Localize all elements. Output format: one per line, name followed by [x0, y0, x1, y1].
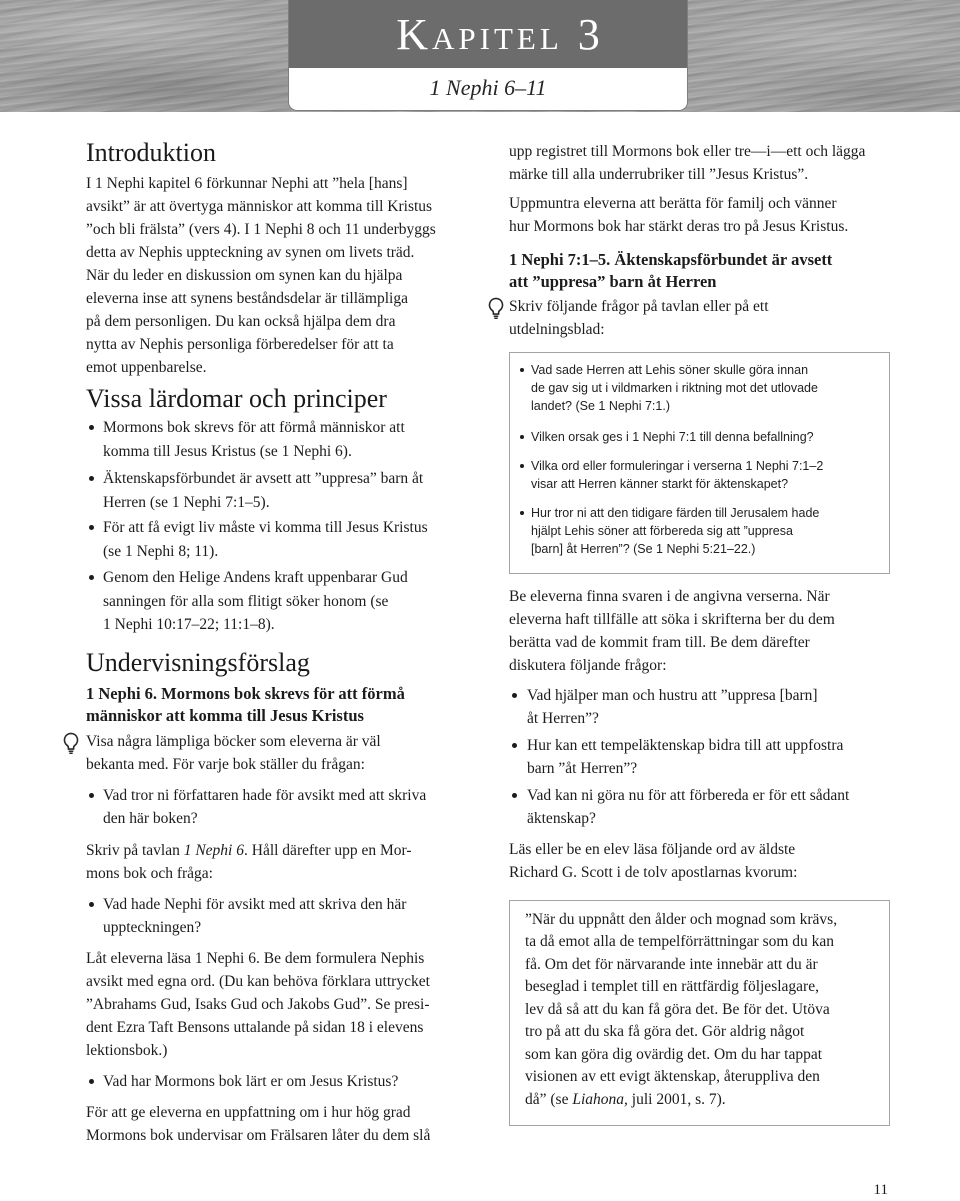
- text-line: diskutera följande frågor:: [509, 656, 667, 674]
- bullet-icon: [89, 425, 94, 430]
- text-line: För att ge eleverna en uppfattning om i hur hög grad: [86, 1103, 411, 1121]
- text-line: Mormons bok skrevs för att förmå människor att: [103, 419, 405, 436]
- bullet-icon: [89, 525, 94, 530]
- reading-paragraph: [86, 947, 430, 1062]
- text-line: Hur kan ett tempeläktenskap bidra till att uppfostra: [527, 736, 844, 754]
- principle-item: [103, 416, 405, 463]
- text-line: visar att Herren känner starkt för äktenskapet?: [531, 477, 789, 491]
- text-line: nytta av Nephis personliga förberedelser för att ta: [86, 335, 394, 353]
- quote-citation-text: juli 2001, s. 7).: [627, 1090, 726, 1108]
- text-line: Uppmuntra eleverna att berätta för familj och vänner: [509, 194, 837, 212]
- bullet-icon: [512, 693, 517, 698]
- text-line: bekanta med. För varje bok ställer du frågan:: [86, 755, 365, 773]
- marriage-subheading: [509, 249, 832, 293]
- text-line: visionen av ett evigt äktenskap, återuppliva den: [525, 1068, 820, 1085]
- text-line: [barn] åt Herren”? (Se 1 Nephi 5:21–22.): [531, 542, 756, 556]
- text-line: Be eleverna finna svaren i de angivna verserna. När: [509, 587, 830, 605]
- text-line: Vilken orsak ges i 1 Nephi 7:1 till denna befallning?: [531, 430, 814, 444]
- continued-paragraph: [509, 140, 865, 186]
- text-line: de gav sig ut i vildmarken i riktning mot det utlovade: [531, 381, 818, 395]
- text-line: 1 Nephi 10:17–22; 11:1–8).: [103, 616, 275, 633]
- text-line: Vad tror ni författaren hade för avsikt med att skriva: [103, 786, 427, 804]
- text-line: detta av Nephis uppteckning av synen om livets träd.: [86, 243, 415, 261]
- encourage-paragraph: [509, 192, 848, 238]
- chapter-tab: [288, 0, 688, 111]
- text-line: komma till Jesus Kristus (se 1 Nephi 6).: [103, 442, 352, 460]
- text-line: lev då så att du kan få göra det. Be för det. Utöva: [525, 1000, 830, 1018]
- text-line: den här boken?: [103, 809, 198, 827]
- text-line: För att få evigt liv måste vi komma till Jesus Kristus: [103, 519, 428, 536]
- discuss-paragraph: [509, 585, 835, 677]
- text-line: Läs eller be en elev läsa följande ord av äldste: [509, 840, 796, 858]
- teaching-tip-paragraph: [509, 295, 769, 341]
- text-line: avsikt med egna ord. (Du kan behöva förklara uttrycket: [86, 972, 430, 990]
- quote-source-title: Liahona,: [572, 1090, 628, 1108]
- text-line: märke till alla underrubriker till ”Jesus Kristus”.: [509, 165, 809, 183]
- text-line: hur Mormons bok har stärkt deras tro på Jesus Kristus.: [509, 217, 849, 235]
- teaching-subheading: [86, 683, 405, 727]
- text-line: emot uppenbarelse.: [86, 358, 207, 376]
- text-line: dent Ezra Taft Bensons uttalande på sidan 18 i elevens: [86, 1018, 424, 1036]
- text-line: beseglad i templet till en rättfärdig följeslagare,: [525, 978, 819, 995]
- introduction-paragraph: [86, 172, 436, 379]
- bullet-icon: [89, 793, 94, 798]
- text-line: Skriv följande frågor på tavlan eller på ett: [509, 297, 769, 315]
- closing-paragraph: [86, 1101, 430, 1147]
- bullet-icon: [89, 575, 94, 580]
- bullet-icon: [89, 1079, 94, 1084]
- text-line: ”När du uppnått den ålder och mognad som krävs,: [525, 910, 838, 928]
- text-line: Mormons bok undervisar om Frälsaren låter du dem slå: [86, 1126, 431, 1144]
- handout-question: [531, 457, 823, 493]
- text-line: Vad hjälper man och hustru att ”uppresa [barn]: [527, 686, 818, 704]
- text-line: Vad har Mormons bok lärt er om Jesus Kristus?: [103, 1072, 399, 1090]
- handout-question-box: [509, 352, 890, 574]
- text-line: [86, 839, 412, 862]
- discussion-question: [527, 734, 843, 780]
- text-line: Visa några lämpliga böcker som eleverna är väl: [86, 732, 381, 750]
- lightbulb-icon: [487, 297, 505, 319]
- bullet-icon: [520, 511, 524, 515]
- text-line: Richard G. Scott i de tolv apostlarnas kvorum:: [509, 863, 798, 881]
- handout-question: [531, 504, 819, 558]
- board-text: Skriv på tavlan: [86, 841, 184, 859]
- board-paragraph: [86, 839, 412, 885]
- text-line: barn ”åt Herren”?: [527, 759, 638, 777]
- heading-principles: Vissa lärdomar och principer: [86, 384, 387, 413]
- text-line: Hur tror ni att den tidigare färden till Jerusalem hade: [531, 506, 820, 520]
- question-item: [103, 784, 426, 830]
- handout-question: [531, 428, 814, 446]
- text-line: Herren (se 1 Nephi 7:1–5).: [103, 493, 270, 511]
- text-line: få. Om det för närvarande inte innebär att du är: [525, 955, 818, 973]
- quote-citation-text: då” (se: [525, 1090, 573, 1108]
- text-line: 1 Nephi 7:1–5. Äktenskapsförbundet är avsett: [509, 250, 833, 269]
- text-line: på dem personligen. Du kan också hjälpa dem dra: [86, 312, 396, 330]
- discussion-question: [527, 684, 818, 730]
- text-line: [525, 1089, 837, 1112]
- text-line: Vad sade Herren att Lehis söner skulle göra innan: [531, 363, 809, 377]
- discussion-question: [527, 784, 849, 830]
- scripture-reference: 1 Nephi 6: [183, 841, 244, 859]
- chapter-range: 1 Nephi 6–11: [429, 75, 547, 100]
- chapter-title-bar: [289, 0, 687, 68]
- quote-intro-paragraph: [509, 838, 797, 884]
- text-line: att ”uppresa” barn åt Herren: [509, 272, 717, 291]
- text-line: eleverna haft tillfälle att söka i skrifterna ber du dem: [509, 610, 835, 628]
- bullet-icon: [520, 435, 524, 439]
- text-line: uppteckningen?: [103, 918, 202, 936]
- text-line: 1 Nephi 6. Mormons bok skrevs för att förmå: [86, 684, 405, 703]
- lightbulb-icon: [62, 732, 80, 754]
- text-line: Vad hade Nephi för avsikt med att skriva den här: [103, 895, 407, 913]
- bullet-icon: [520, 464, 524, 468]
- text-line: (se 1 Nephi 8; 11).: [103, 542, 219, 560]
- principle-item: [103, 516, 428, 563]
- board-text: . Håll därefter upp en Mor-: [244, 841, 412, 859]
- text-line: tro på att du ska få göra det. Gör aldrig något: [525, 1023, 805, 1040]
- text-line: När du leder en diskussion om synen kan du hjälpa: [86, 266, 403, 284]
- bullet-icon: [89, 476, 94, 481]
- text-line: I 1 Nephi kapitel 6 förkunnar Nephi att ”hela [hans]: [86, 174, 408, 192]
- text-line: Genom den Helige Andens kraft uppenbarar Gud: [103, 569, 408, 586]
- question-item: [103, 1070, 398, 1093]
- text-line: hjälpt Lehis söner att förbereda sig att ”uppresa: [531, 524, 793, 538]
- text-line: upp registret till Mormons bok eller tre—i—ett och lägga: [509, 142, 866, 160]
- page-number: 11: [873, 1182, 888, 1198]
- text-line: åt Herren”?: [527, 709, 599, 727]
- text-line: mons bok och fråga:: [86, 864, 213, 882]
- text-line: ”och bli frälsta” (vers 4). I 1 Nephi 8 och 11 underbyggs: [86, 220, 436, 238]
- teaching-tip-paragraph: [86, 730, 381, 776]
- text-line: berätta vad de kommit fram till. Be dem därefter: [509, 633, 810, 651]
- text-line: sanningen för alla som flitigt söker honom (se: [103, 592, 389, 610]
- text-line: ta då emot alla de tempelförrättningar som du kan: [525, 933, 835, 950]
- text-line: Vilka ord eller formuleringar i verserna 1 Nephi 7:1–2: [531, 459, 824, 473]
- text-line: lektionsbok.): [86, 1041, 168, 1059]
- text-line: landet? (Se 1 Nephi 7:1.): [531, 399, 670, 413]
- bullet-icon: [89, 902, 94, 907]
- text-line: äktenskap?: [527, 809, 596, 827]
- quote-box: [509, 900, 890, 1126]
- bullet-icon: [520, 368, 524, 372]
- text-line: människor att komma till Jesus Kristus: [86, 706, 364, 725]
- bullet-icon: [512, 743, 517, 748]
- quote-text: [525, 909, 837, 1112]
- heading-introduction: Introduktion: [86, 138, 216, 167]
- principle-item: [103, 467, 423, 514]
- text-line: eleverna inse att synens beståndsdelar är tillämpliga: [86, 289, 408, 307]
- text-line: som kan göra dig ovärdig det. Om du har tappat: [525, 1045, 823, 1063]
- text-line: Låt eleverna läsa 1 Nephi 6. Be dem formulera Nephis: [86, 949, 425, 967]
- handout-question: [531, 361, 818, 415]
- text-line: ”Abrahams Gud, Isaks Gud och Jakobs Gud”. Se presi-: [86, 995, 430, 1013]
- question-item: [103, 893, 406, 939]
- text-line: utdelningsblad:: [509, 320, 605, 338]
- text-line: Äktenskapsförbundet är avsett att ”uppresa” barn åt: [103, 470, 424, 487]
- text-line: Vad kan ni göra nu för att förbereda er för ett sådant: [527, 786, 850, 804]
- chapter-label: Kapitel 3: [396, 10, 604, 59]
- text-line: avsikt” är att övertyga människor att komma till Kristus: [86, 197, 433, 215]
- bullet-icon: [512, 793, 517, 798]
- heading-teaching-suggestions: Undervisningsförslag: [86, 648, 310, 677]
- principle-item: [103, 566, 408, 637]
